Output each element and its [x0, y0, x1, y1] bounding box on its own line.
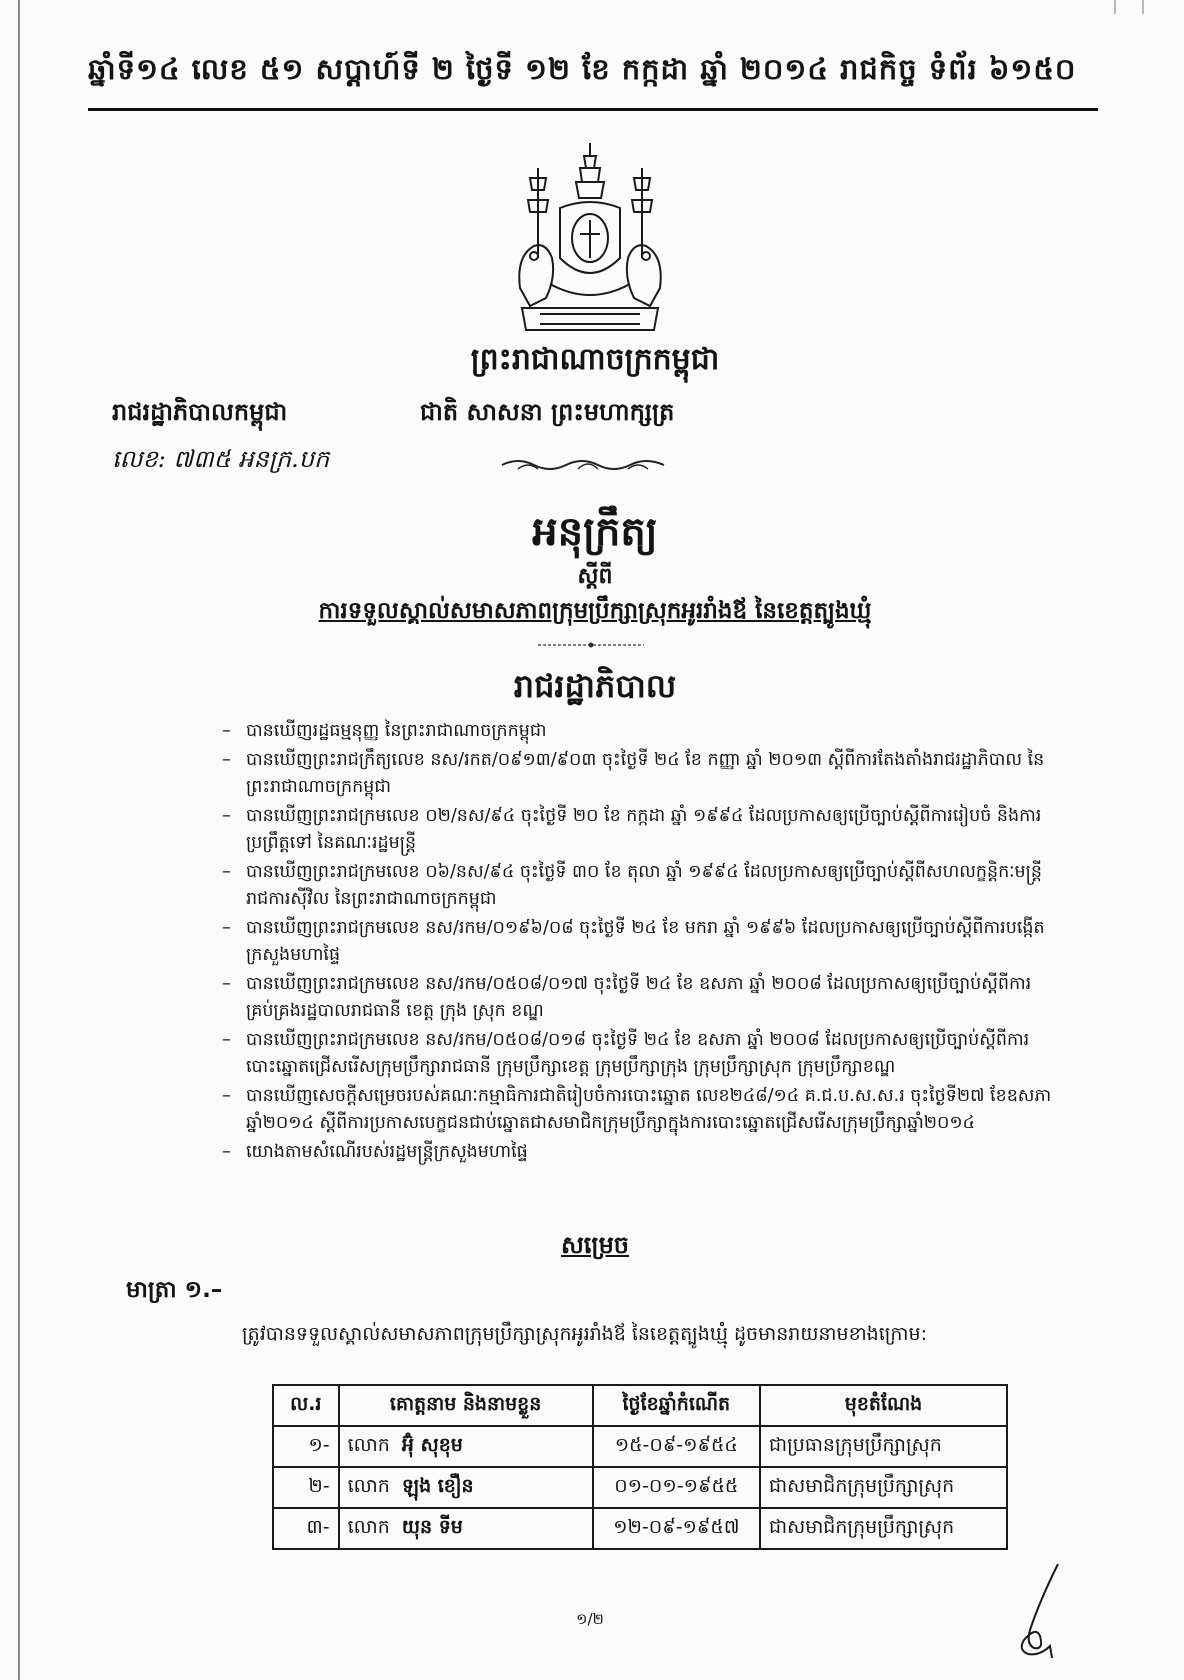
government-name: រាជរដ្ឋាភិបាលកម្ពុជា	[112, 398, 288, 426]
table-row	[273, 1508, 1007, 1549]
column-header-position: មុខតំណែង	[760, 1385, 1007, 1426]
consideration-item: – យោងតាមសំណើរបស់រដ្ឋមន្ត្រីក្រសួងមហាផ្ទៃ	[222, 1142, 528, 1162]
position: ជាសមាជិកក្រុមប្រឹក្សាស្រុក	[760, 1467, 1007, 1508]
column-header-birthdate: ថ្ងៃខែឆ្នាំកំណើត	[593, 1385, 760, 1426]
scan-corner-mark	[1114, 0, 1144, 14]
initials-signature-mark	[1000, 1560, 1070, 1660]
member-name-cell	[339, 1467, 593, 1508]
page-number: ១/២	[576, 1610, 604, 1628]
honorific: លោក	[347, 1515, 390, 1538]
member-name-cell	[339, 1426, 593, 1467]
decorative-ornament-icon	[498, 455, 668, 475]
article-body: ត្រូវបានទទួលស្គាល់សមាសភាពក្រុមប្រឹក្សាស្រុកអូររាំងឪ នៃខេត្តត្បូងឃ្មុំ ដូចមានរាយនាមខាងក្រោម:	[242, 1323, 927, 1345]
member-name: ឡុង ខឿន	[401, 1474, 474, 1497]
column-header-number: ល.រ	[273, 1385, 339, 1426]
consideration-item: – បានឃើញព្រះរាជក្រមលេខ នស/រកម/០៥០៨/០១៧ ចុះថ្ងៃទី ២៤ ខែ ឧសភា ឆ្នាំ ២០០៨ ដែលប្រកាសឲ្យប្រើច្បាប់ស្តីពីការគ្រប់គ្រងរដ្ឋបាលរាជធានី ខេត្ត ក្រុង ស្រុក ខណ្ឌ	[222, 974, 1032, 1021]
decision-heading: សម្រេច	[560, 1231, 630, 1259]
scan-edge-line	[18, 0, 20, 1680]
column-header-name: គោត្តនាម និងនាមខ្លួន	[339, 1385, 593, 1426]
consideration-item: – បានឃើញរដ្ឋធម្មនុញ្ញ នៃព្រះរាជាណាចក្រកម្ពុជា	[222, 721, 547, 741]
table-row	[273, 1426, 1007, 1467]
consideration-item: – បានឃើញព្រះរាជក្រមលេខ ០៦/នស/៩៤ ចុះថ្ងៃទី ៣០ ខែ តុលា ឆ្នាំ ១៩៩៤ ដែលប្រកាសឲ្យប្រើច្បាប់ស្តីពីសហលក្ខន្តិកៈមន្ត្រីរាជការស៊ីវិល នៃព្រះរាជាណាចក្រកម្ពុជា	[222, 862, 1042, 909]
consideration-item: – បានឃើញព្រះរាជក្រមលេខ ០២/នស/៩៤ ចុះថ្ងៃទី ២០ ខែ កក្កដា ឆ្នាំ ១៩៩៤ ដែលប្រកាសឲ្យប្រើច្បាប់ស្តីពីការរៀបចំ និងការប្រព្រឹត្តទៅ នៃគណៈរដ្ឋមន្ត្រី	[222, 806, 1042, 853]
member-name-cell	[339, 1508, 593, 1549]
birthdate: ១៥-០៩-១៩៥៤	[593, 1426, 760, 1467]
document-subject: ការទទួលស្គាល់សមាសភាពក្រុមប្រឹក្សាស្រុកអូររាំងឪ នៃខេត្តត្បូងឃ្មុំ	[318, 598, 872, 624]
member-name: យុន ទីម	[401, 1515, 463, 1538]
table-header-row	[273, 1385, 1007, 1426]
royal-coat-of-arms-icon	[500, 138, 680, 348]
header-rule	[88, 108, 1098, 111]
divider-ornament-icon	[536, 640, 646, 650]
position: ជាសមាជិកក្រុមប្រឹក្សាស្រុក	[760, 1508, 1007, 1549]
birthdate: ១២-០៩-១៩៥៧	[593, 1508, 760, 1549]
honorific: លោក	[347, 1433, 390, 1456]
national-motto: ជាតិ សាសនា ព្រះមហាក្សត្រ	[420, 398, 675, 426]
kingdom-title: ព្រះរាជាណាចក្រកម្ពុជា	[470, 342, 720, 377]
considerations-list	[222, 718, 1052, 1168]
birthdate: ០១-០១-១៩៥៥	[593, 1467, 760, 1508]
row-number: ១-	[273, 1426, 339, 1467]
table-row	[273, 1467, 1007, 1508]
reference-number: លេខ: ៧៣៥ អនក្រ.បក	[112, 445, 330, 473]
article-label: មាត្រា ១.–	[126, 1277, 223, 1303]
honorific: លោក	[347, 1474, 390, 1497]
position: ជាប្រធានក្រុមប្រឹក្សាស្រុក	[760, 1426, 1007, 1467]
member-name: អ៊ុំ សុខុម	[401, 1433, 463, 1456]
about-label: ស្តីពី	[577, 564, 613, 589]
consideration-item: – បានឃើញសេចក្តីសម្រេចរបស់គណៈកម្មាធិការជាតិរៀបចំការបោះឆ្នោត លេខ២៤៨/១៤ គ.ជ.ប.ស.ស.រ ចុះថ្ងៃទី២៧ ខែឧសភា ឆ្នាំ២០១៤ ស្តីពីការប្រកាសបេក្ខជនជាប់ឆ្នោតជាសមាជិកក្រុមប្រឹក្សាក្នុងការបោះឆ្នោតជ្រើសរើសក្រុមប្រឹក្សាឆ្នាំ២០១៤	[222, 1086, 1052, 1133]
gazette-header: ឆ្នាំទី១៤ លេខ ៥១ សប្តាហ៍ទី ២ ថ្ងៃទី ១២ ខែ កក្កដា ឆ្នាំ ២០១៤ រាជកិច្ច ទំព័រ ៦១៥០	[88, 52, 1077, 86]
issuer-heading: រាជរដ្ឋាភិបាល	[513, 667, 677, 705]
row-number: ៣-	[273, 1508, 339, 1549]
row-number: ២-	[273, 1467, 339, 1508]
council-members-table	[272, 1384, 1008, 1550]
document-type-title: អនុក្រឹត្យ	[532, 509, 658, 555]
consideration-item: – បានឃើញព្រះរាជក្រមលេខ នស/រកម/០១៩៦/០៨ ចុះថ្ងៃទី ២៤ ខែ មករា ឆ្នាំ ១៩៩៦ ដែលប្រកាសឲ្យប្រើច្បាប់ស្តីពីការបង្កើតក្រសួងមហាផ្ទៃ	[222, 918, 1045, 965]
consideration-item: – បានឃើញព្រះរាជក្រមលេខ នស/រកម/០៥០៨/០១៨ ចុះថ្ងៃទី ២៤ ខែ ឧសភា ឆ្នាំ ២០០៨ ដែលប្រកាសឲ្យប្រើច្បាប់ស្តីពីការបោះឆ្នោតជ្រើសរើសក្រុមប្រឹក្សារាជធានី ក្រុមប្រឹក្សាខេត្ត ក្រុមប្រឹក្សាក្រុង ក្រុមប្រឹក្សាស្រុក ក្រុមប្រឹក្សាខណ្ឌ	[222, 1030, 1030, 1077]
consideration-item: – បានឃើញព្រះរាជក្រឹត្យលេខ នស/រកត/០៩១៣/៩០៣ ចុះថ្ងៃទី ២៤ ខែ កញ្ញា ឆ្នាំ ២០១៣ ស្តីពីការតែងតាំងរាជរដ្ឋាភិបាល នៃព្រះរាជាណាចក្រកម្ពុជា	[222, 750, 1045, 797]
